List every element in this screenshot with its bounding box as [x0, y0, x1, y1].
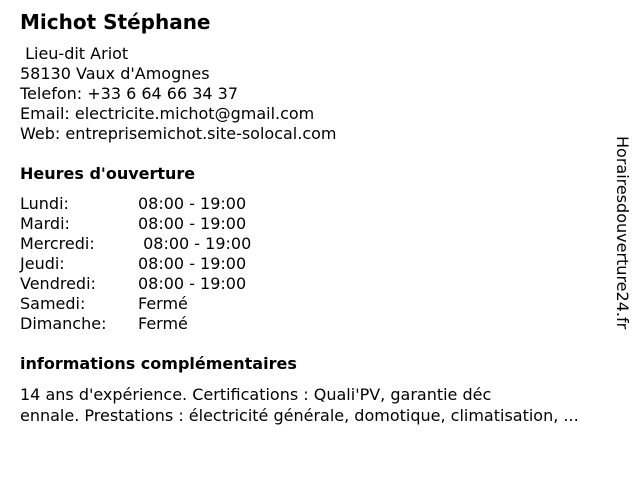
city-address: 58130 Vaux d'Amognes [20, 64, 210, 83]
opening-hours-heading: Heures d'ouverture [20, 164, 196, 183]
street-address: Lieu-dit Ariot [20, 44, 129, 63]
additional-info-text [20, 384, 635, 426]
time-value: Fermé [138, 314, 188, 333]
time-value: 08:00 - 19:00 [138, 214, 247, 233]
time-value: 08:00 - 19:00 [138, 234, 252, 253]
day-label: Vendredi: [20, 274, 96, 293]
time-value: 08:00 - 19:00 [138, 194, 247, 213]
info-line: 14 ans d'expérience. Certifications : Quali'PV, garantie déc [20, 385, 492, 404]
business-name: Michot Stéphane [20, 10, 211, 34]
info-line: ennale. Prestations : électricité générale, domotique, climatisation, ... [20, 406, 579, 425]
email-address[interactable]: Email: electricite.michot@gmail.com [20, 104, 315, 123]
phone-number[interactable]: Telefon: +33 6 64 66 34 37 [20, 84, 239, 103]
website-link[interactable]: Web: entreprisemichot.site-solocal.com [20, 124, 337, 143]
site-watermark: Horairesdouverture24.fr [613, 136, 632, 330]
additional-info-heading: informations complémentaires [20, 354, 297, 373]
day-label: Mardi: [20, 214, 70, 233]
day-label: Samedi: [20, 294, 86, 313]
day-label: Dimanche: [20, 314, 107, 333]
time-value: 08:00 - 19:00 [138, 254, 247, 273]
contact-block [20, 44, 337, 144]
day-label: Mercredi: [20, 234, 95, 253]
day-label: Jeudi: [20, 254, 65, 273]
day-label: Lundi: [20, 194, 69, 213]
time-value: Fermé [138, 294, 188, 313]
time-value: 08:00 - 19:00 [138, 274, 247, 293]
